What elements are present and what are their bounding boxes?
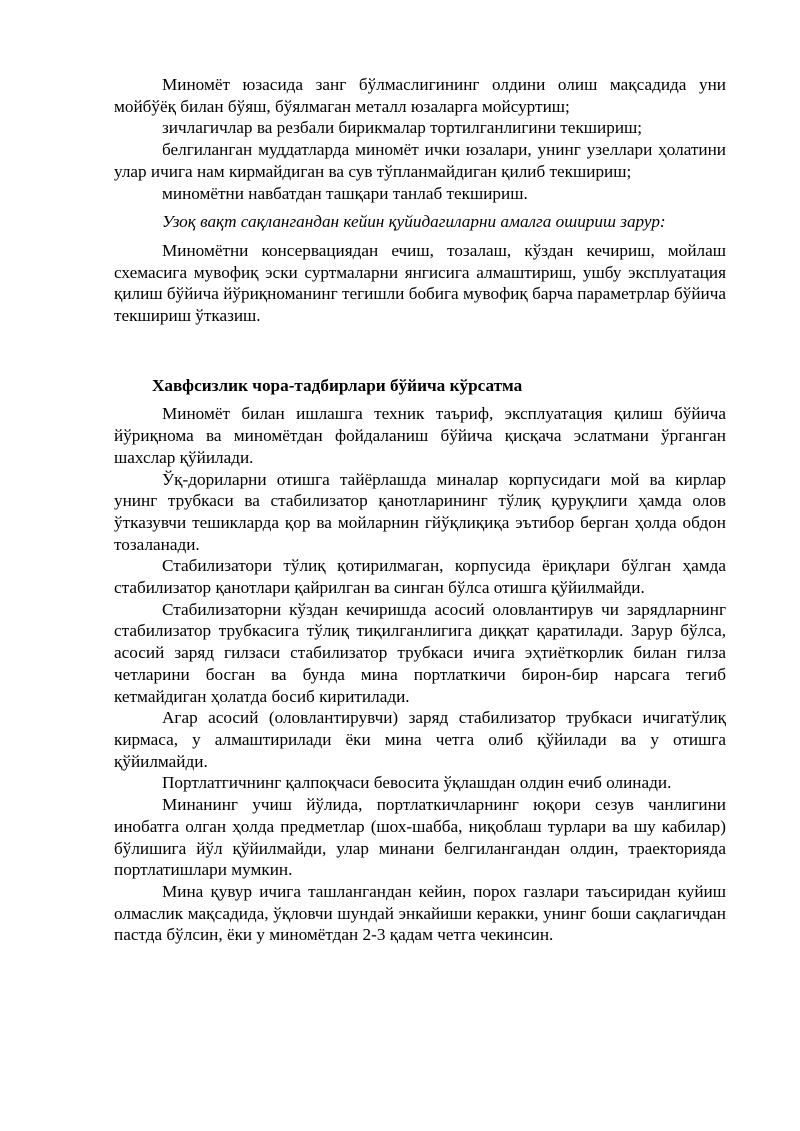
paragraph: Стабилизаторни кўздан кечиришда асосий оловлантирув чи зарядларнинг стабилизатор трубкасига тўлиқ тиқилганлигига диққат қаратилади. Зарур бўлса, асосий заряд гилзаси стабилизатор трубкаси ичига эҳтиёткорлик билан гилза четларини босган ва бунда мина портлаткичи бирон-бир нарсага тегиб кетмайдиган ҳолатда босиб киритилади. (114, 599, 726, 706)
paragraph: миномётни навбатдан ташқари танлаб текшириш. (162, 183, 528, 203)
paragraph: Портлатгичнинг қалпоқчаси бевосита ўқлашдан олдин ечиб олинади. (162, 773, 672, 793)
paragraph: зичлагичлар ва резбали бирикмалар тортилганлигини текшириш; (162, 118, 643, 138)
paragraph: Агар асосий (оловлантирувчи) заряд стабилизатор трубкаси ичигатўлиқ кирмаса, у алмаштирилади ёки мина четга олиб қўйилади ва у отишга қўйилмайди. (114, 708, 726, 771)
paragraph: Миномётни консервациядан ечиш, тозалаш, кўздан кечириш, мойлаш схемасига мувофиқ эски суртмаларни янгисига алмаштириш, ушбу эксплуатация қилиш бўйича йўриқноманинг тегишли бобига мувофиқ барча параметрлар бўйича текшириш ўтказиш. (114, 240, 726, 326)
paragraph: Минанинг учиш йўлида, портлаткичларнинг юқори сезув чанлигини инобатга олган ҳолда предметлар (шох-шабба, ниқоблаш турлари ва шу кабилар) бўлишига йўл қўйилмайди, улар минани белгилангандан олдин, траекторияда портлатишлари мумкин. (114, 795, 726, 880)
paragraph: Миномёт билан ишлашга техник таъриф, эксплуатация қилиш бўйича йўриқнома ва миномётдан фойдаланиш бўйича қисқача эслатмани ўрганган шахслар қўйилади. (114, 404, 726, 467)
paragraph: Ўқ-дориларни отишга тайёрлашда миналар корпусидаги мой ва кирлар унинг трубкаси ва стабилизатор қанотларининг тўлиқ қуруқлиги ҳамда олов ўтказувчи тешикларда қор ва мойларнин гйўқлиқиқа эътибор берган ҳолда обдон тозаланади. (114, 469, 726, 554)
italic-note: Узоқ вақт сақлангандан кейин қуйидагиларни амалга ошириш зарур: (162, 212, 666, 232)
paragraph: Мина қувур ичига ташлангандан кейин, порох газлари таъсиридан куйиш олмаслик мақсадида, ўқловчи шундай энкайиши керакки, унинг боши сақлагичдан пастда бўлсин, ёки у миномётдан 2-3 қадам четга чекинсин. (114, 881, 726, 945)
paragraph: белгиланган муддатларда миномёт ички юзалари, унинг узеллари ҳолатини улар ичига нам кирмайдиган ва сув тўпланмайдиган қилиб текшириш; (114, 140, 726, 181)
paragraph: Стабилизатори тўлиқ қотирилмаган, корпусида ёриқлари бўлган ҳамда стабилизатор қанотлари қайрилган ва синган бўлса отишга қўйилмайди. (114, 556, 726, 598)
section-heading: Хавфсизлик чора-тадбирлари бўйича кўрсатма (152, 375, 523, 395)
paragraph: Миномёт юзасида занг бўлмаслигининг олдини олиш мақсадида уни мойбўёқ билан бўяш, бўялмаган металл юзаларга мойсуртиш; (114, 75, 726, 116)
document-page (114, 74, 726, 946)
